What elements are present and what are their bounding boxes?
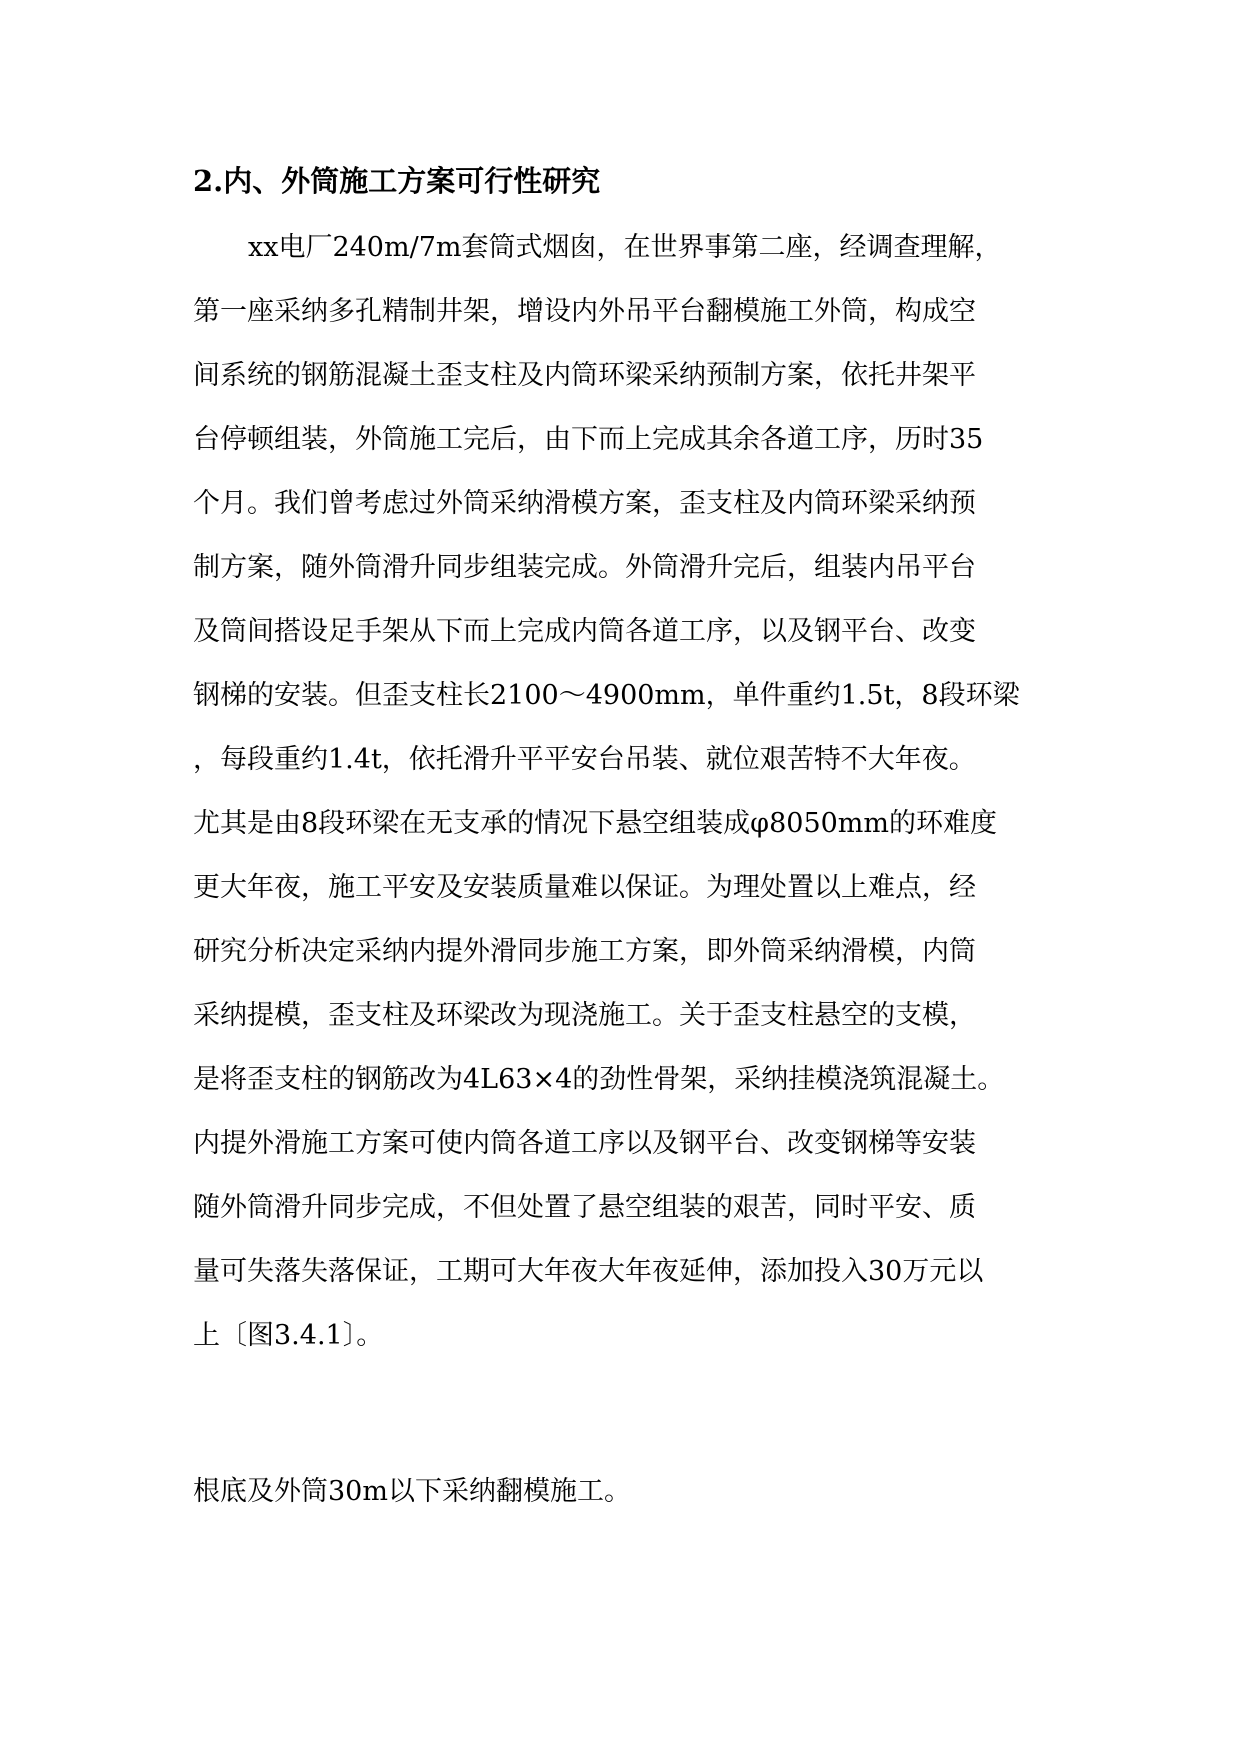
paragraph-line: 制方案，随外筒滑升同步组装完成。外筒滑升完后，组装内吊平台	[193, 552, 976, 583]
section-heading: 2.内、外筒施工方案可行性研究	[193, 164, 601, 198]
paragraph-line: 随外筒滑升同步完成，不但处置了悬空组装的艰苦，同时平安、质	[193, 1192, 976, 1223]
paragraph-line: ，每段重约1.4t，依托滑升平平安台吊装、就位艰苦特不大年夜。	[193, 744, 976, 775]
paragraph-line: 第一座采纳多孔精制井架，增设内外吊平台翻模施工外筒，构成空	[193, 296, 976, 327]
paragraph-line: 台停顿组装，外筒施工完后，由下而上完成其余各道工序，历时35	[193, 424, 984, 455]
paragraph-line: 内提外滑施工方案可使内筒各道工序以及钢平台、改变钢梯等安装	[193, 1128, 976, 1159]
paragraph-line: xx电厂240m/7m套筒式烟囱，在世界事第二座，经调查理解，	[248, 232, 1002, 263]
paragraph-line: 间系统的钢筋混凝土歪支柱及内筒环梁采纳预制方案，依托井架平	[193, 360, 976, 391]
paragraph-line: 个月。我们曾考虑过外筒采纳滑模方案，歪支柱及内筒环梁采纳预	[193, 488, 976, 519]
paragraph-line: 是将歪支柱的钢筋改为4L63×4的劲性骨架，采纳挂模浇筑混凝土。	[193, 1064, 1005, 1095]
paragraph-line: 尤其是由8段环梁在无支承的情况下悬空组装成φ8050mm的环难度	[193, 808, 998, 839]
paragraph-line: 采纳提模，歪支柱及环梁改为现浇施工。关于歪支柱悬空的支模，	[193, 1000, 976, 1031]
paragraph-line: 钢梯的安装。但歪支柱长2100～4900mm，单件重约1.5t，8段环梁	[193, 680, 1020, 711]
paragraph-line: 上〔图3.4.1〕。	[193, 1320, 384, 1351]
closing-line: 根底及外筒30m以下采纳翻模施工。	[193, 1476, 631, 1507]
paragraph-line: 研究分析决定采纳内提外滑同步施工方案，即外筒采纳滑模，内筒	[193, 936, 976, 967]
paragraph-line: 更大年夜，施工平安及安装质量难以保证。为理处置以上难点，经	[193, 872, 976, 903]
paragraph-line: 量可失落失落保证，工期可大年夜大年夜延伸，添加投入30万元以	[193, 1256, 984, 1287]
paragraph-line: 及筒间搭设足手架从下而上完成内筒各道工序，以及钢平台、改变	[193, 616, 976, 647]
